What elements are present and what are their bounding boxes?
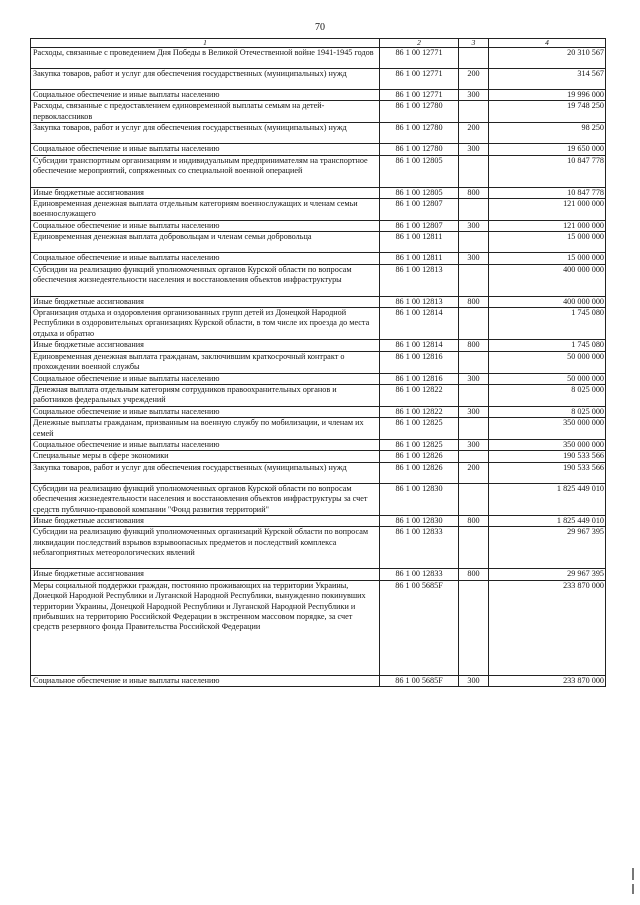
row-code: 86 1 00 12816 (380, 351, 459, 373)
row-code: 86 1 00 12805 (380, 155, 459, 187)
row-name: Субсидии на реализацию функций уполномоченных органов Курской области по вопросам обеспечения жизнедеятельности населения и восстановления объектов инфраструктуры за счет средств публично-правовой компании "Фонд развития территорий" (31, 483, 380, 515)
column-header: 1 (31, 39, 380, 48)
row-name: Субсидии транспортным организациям и индивидуальным предпринимателям на транспортное обеспечение мероприятий, сопряженных со специальной военной операцией (31, 155, 380, 187)
row-code: 86 1 00 12826 (380, 462, 459, 483)
row-expense-type: 800 (459, 569, 489, 580)
table-row (31, 483, 606, 515)
row-amount: 400 000 000 (489, 296, 606, 307)
budget-table (30, 38, 606, 687)
row-name: Иные бюджетные ассигнования (31, 515, 380, 526)
row-expense-type (459, 155, 489, 187)
table-row (31, 515, 606, 526)
row-code: 86 1 00 12780 (380, 144, 459, 155)
table-row (31, 351, 606, 373)
table-row (31, 340, 606, 351)
column-header: 4 (489, 39, 606, 48)
row-amount: 20 310 567 (489, 48, 606, 69)
table-row (31, 569, 606, 580)
row-expense-type: 800 (459, 296, 489, 307)
row-amount: 190 533 566 (489, 451, 606, 462)
row-expense-type: 200 (459, 69, 489, 90)
row-name: Субсидии на реализацию функций уполномоченных организаций Курской области по вопросам ликвидации последствий взрывов взрывоопасных предметов и последствий комплекса неблагоприятных метеорологических явлений (31, 527, 380, 569)
table-row (31, 123, 606, 144)
row-amount: 29 967 395 (489, 569, 606, 580)
table-row (31, 418, 606, 440)
row-expense-type: 300 (459, 373, 489, 384)
row-code: 86 1 00 12771 (380, 90, 459, 101)
row-amount: 121 000 000 (489, 220, 606, 231)
table-row (31, 451, 606, 462)
row-name: Специальные меры в сфере экономики (31, 451, 380, 462)
row-expense-type (459, 483, 489, 515)
row-name: Закупка товаров, работ и услуг для обеспечения государственных (муниципальных) нужд (31, 69, 380, 90)
row-expense-type: 800 (459, 515, 489, 526)
row-amount: 350 000 000 (489, 418, 606, 440)
row-amount: 233 870 000 (489, 675, 606, 686)
row-expense-type: 300 (459, 253, 489, 264)
column-header: 3 (459, 39, 489, 48)
row-amount: 10 847 778 (489, 187, 606, 198)
row-name: Социальное обеспечение и иные выплаты населению (31, 406, 380, 417)
row-name: Единовременная денежная выплата добровольцам и членам семьи добровольца (31, 232, 380, 253)
row-name: Расходы, связанные с проведением Дня Победы в Великой Отечественной войне 1941-1945 годов (31, 48, 380, 69)
row-name: Единовременная денежная выплата гражданам, заключившим краткосрочный контракт о прохождении военной службы (31, 351, 380, 373)
row-name: Денежная выплата отдельным категориям сотрудников правоохранительных органов и работников федеральных учреждений (31, 384, 380, 406)
table-row (31, 155, 606, 187)
row-name: Социальное обеспечение и иные выплаты населению (31, 439, 380, 450)
row-name: Субсидии на реализацию функций уполномоченных органов Курской области по вопросам обеспечения жизнедеятельности населения и восстановления объектов инфраструктуры (31, 264, 380, 296)
row-code: 86 1 00 12780 (380, 101, 459, 123)
row-code: 86 1 00 12814 (380, 340, 459, 351)
scan-mark (632, 868, 634, 880)
row-amount: 10 847 778 (489, 155, 606, 187)
row-amount: 121 000 000 (489, 199, 606, 221)
row-name: Социальное обеспечение и иные выплаты населению (31, 144, 380, 155)
table-row (31, 232, 606, 253)
row-amount: 400 000 000 (489, 264, 606, 296)
row-code: 86 1 00 12822 (380, 406, 459, 417)
row-name: Иные бюджетные ассигнования (31, 296, 380, 307)
row-name: Иные бюджетные ассигнования (31, 340, 380, 351)
row-expense-type: 800 (459, 340, 489, 351)
page-number: 70 (315, 22, 325, 33)
row-amount: 190 533 566 (489, 462, 606, 483)
row-amount: 19 650 000 (489, 144, 606, 155)
row-amount: 15 000 000 (489, 253, 606, 264)
row-name: Денежные выплаты гражданам, призванным на военную службу по мобилизации, и членам их семей (31, 418, 380, 440)
table-row (31, 308, 606, 340)
row-name: Социальное обеспечение и иные выплаты населению (31, 675, 380, 686)
table-row (31, 264, 606, 296)
row-expense-type (459, 101, 489, 123)
row-code: 86 1 00 12811 (380, 253, 459, 264)
table-row (31, 90, 606, 101)
row-amount: 8 025 000 (489, 406, 606, 417)
row-expense-type (459, 199, 489, 221)
row-code: 86 1 00 12830 (380, 483, 459, 515)
table-row (31, 253, 606, 264)
row-expense-type: 300 (459, 439, 489, 450)
row-code: 86 1 00 12805 (380, 187, 459, 198)
table-row (31, 296, 606, 307)
row-code: 86 1 00 12825 (380, 418, 459, 440)
row-name: Единовременная денежная выплата отдельным категориям военнослужащих и членам семьи военнослужащего (31, 199, 380, 221)
row-code: 86 1 00 12822 (380, 384, 459, 406)
row-expense-type (459, 351, 489, 373)
row-amount: 19 748 250 (489, 101, 606, 123)
row-code: 86 1 00 5685F (380, 580, 459, 675)
scan-mark (632, 884, 634, 894)
row-name: Закупка товаров, работ и услуг для обеспечения государственных (муниципальных) нужд (31, 462, 380, 483)
row-name: Меры социальной поддержки граждан, постоянно проживающих на территории Украины, Донецкой Народной Республики и Луганской Народной Республики, вынужденно покинувших территории Украины, Донецкой Народной Республики и Луганской Народной Республики и прибывших на территорию Российской Федерации в экстренном массовом порядке, за счет средств резервного фонда Правительства Российской Федерации (31, 580, 380, 675)
table-row (31, 580, 606, 675)
table-row (31, 220, 606, 231)
table-row (31, 462, 606, 483)
row-name: Социальное обеспечение и иные выплаты населению (31, 253, 380, 264)
row-expense-type (459, 451, 489, 462)
table-row (31, 675, 606, 686)
row-amount: 15 000 000 (489, 232, 606, 253)
row-name: Расходы, связанные с предоставлением единовременной выплаты семьям на детей-первоклассников (31, 101, 380, 123)
row-expense-type (459, 264, 489, 296)
row-amount: 1 745 080 (489, 308, 606, 340)
row-amount: 1 745 080 (489, 340, 606, 351)
row-expense-type (459, 308, 489, 340)
row-code: 86 1 00 12807 (380, 220, 459, 231)
row-expense-type: 300 (459, 406, 489, 417)
row-name: Социальное обеспечение и иные выплаты населению (31, 220, 380, 231)
row-amount: 19 996 000 (489, 90, 606, 101)
row-expense-type (459, 232, 489, 253)
table-row (31, 101, 606, 123)
row-expense-type: 300 (459, 90, 489, 101)
row-amount: 314 567 (489, 69, 606, 90)
row-expense-type (459, 384, 489, 406)
row-amount: 50 000 000 (489, 351, 606, 373)
row-code: 86 1 00 12826 (380, 451, 459, 462)
row-code: 86 1 00 12771 (380, 69, 459, 90)
row-code: 86 1 00 12814 (380, 308, 459, 340)
row-amount: 8 025 000 (489, 384, 606, 406)
row-amount: 233 870 000 (489, 580, 606, 675)
row-amount: 29 967 395 (489, 527, 606, 569)
column-header: 2 (380, 39, 459, 48)
row-code: 86 1 00 5685F (380, 675, 459, 686)
table-row (31, 187, 606, 198)
row-code: 86 1 00 12833 (380, 527, 459, 569)
table-header-row (31, 39, 606, 48)
row-amount: 350 000 000 (489, 439, 606, 450)
row-expense-type: 300 (459, 144, 489, 155)
row-name: Иные бюджетные ассигнования (31, 187, 380, 198)
row-code: 86 1 00 12816 (380, 373, 459, 384)
row-amount: 1 825 449 010 (489, 483, 606, 515)
table-row (31, 406, 606, 417)
row-expense-type (459, 418, 489, 440)
table-row (31, 48, 606, 69)
row-code: 86 1 00 12833 (380, 569, 459, 580)
row-name: Иные бюджетные ассигнования (31, 569, 380, 580)
row-expense-type (459, 527, 489, 569)
row-expense-type: 300 (459, 220, 489, 231)
row-code: 86 1 00 12807 (380, 199, 459, 221)
table-row (31, 527, 606, 569)
row-name: Социальное обеспечение и иные выплаты населению (31, 90, 380, 101)
table-row (31, 384, 606, 406)
row-expense-type: 200 (459, 123, 489, 144)
row-expense-type: 200 (459, 462, 489, 483)
row-expense-type: 300 (459, 675, 489, 686)
row-amount: 50 000 000 (489, 373, 606, 384)
table-row (31, 144, 606, 155)
row-code: 86 1 00 12780 (380, 123, 459, 144)
row-name: Социальное обеспечение и иные выплаты населению (31, 373, 380, 384)
row-code: 86 1 00 12813 (380, 296, 459, 307)
row-code: 86 1 00 12830 (380, 515, 459, 526)
row-name: Организация отдыха и оздоровления организованных групп детей из Донецкой Народной Республики в оздоровительных организациях Курской области, в том числе их проезда до места отдыха и обратно (31, 308, 380, 340)
table-row (31, 373, 606, 384)
row-amount: 1 825 449 010 (489, 515, 606, 526)
row-code: 86 1 00 12825 (380, 439, 459, 450)
table-row (31, 439, 606, 450)
row-code: 86 1 00 12811 (380, 232, 459, 253)
table-body (31, 48, 606, 687)
table-row (31, 69, 606, 90)
row-name: Закупка товаров, работ и услуг для обеспечения государственных (муниципальных) нужд (31, 123, 380, 144)
table-row (31, 199, 606, 221)
row-expense-type (459, 580, 489, 675)
row-expense-type: 800 (459, 187, 489, 198)
row-code: 86 1 00 12813 (380, 264, 459, 296)
row-expense-type (459, 48, 489, 69)
row-code: 86 1 00 12771 (380, 48, 459, 69)
row-amount: 98 250 (489, 123, 606, 144)
